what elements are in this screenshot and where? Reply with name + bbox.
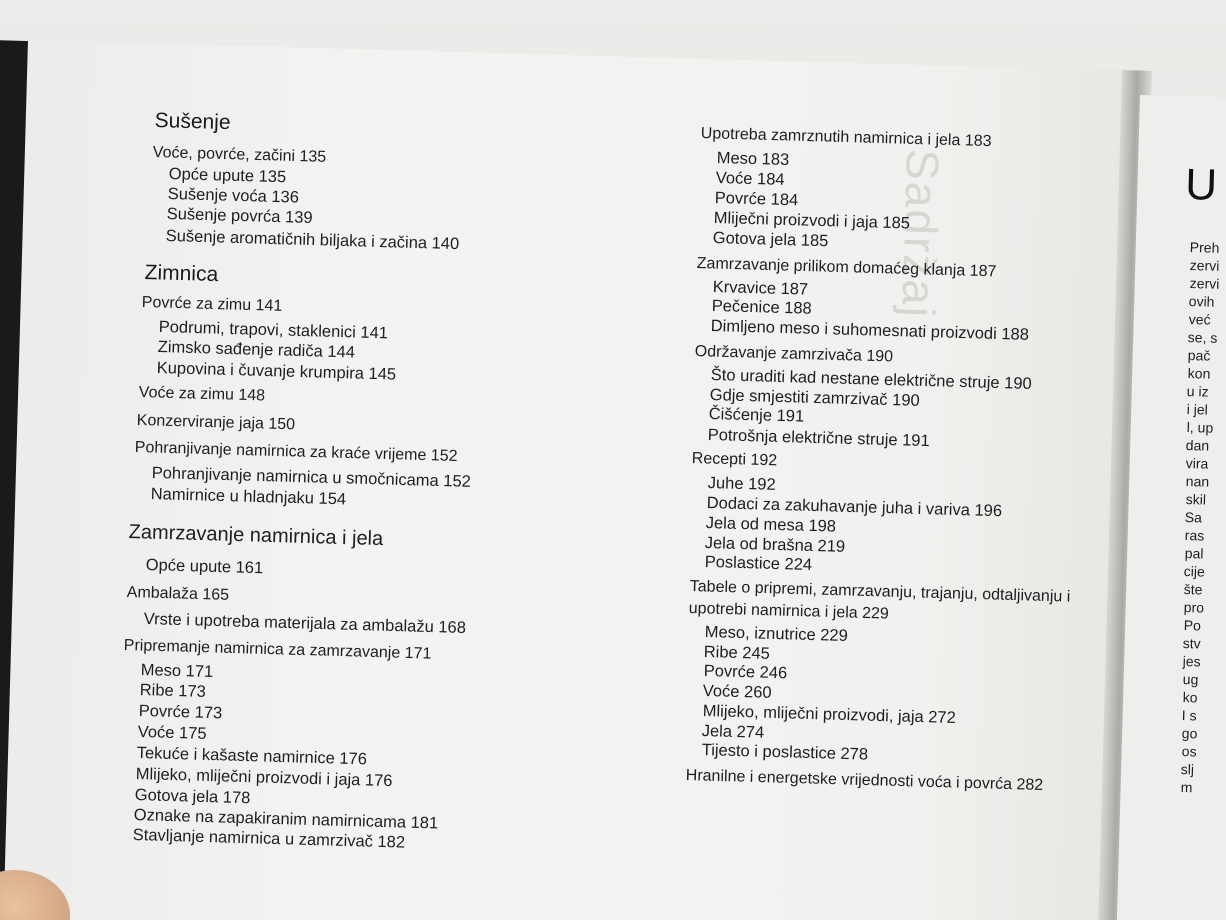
toc-subentry: Krvavice 187 bbox=[712, 278, 809, 299]
toc-subentry: Meso 171 bbox=[140, 661, 214, 682]
fragment: Sa bbox=[1184, 509, 1203, 526]
fragment: ug bbox=[1182, 671, 1199, 688]
toc-subentry: Namirnice u hladnjaku 154 bbox=[150, 485, 347, 509]
toc-subentry: Gotova jela 178 bbox=[134, 786, 251, 808]
toc-subentry: Pečenice 188 bbox=[711, 297, 812, 318]
toc-entry: Konzerviranje jaja 150 bbox=[136, 412, 296, 434]
fragment: stv bbox=[1182, 635, 1201, 652]
section-heading: Zimnica bbox=[144, 261, 219, 287]
fragment: već bbox=[1188, 311, 1211, 328]
fragment: I s bbox=[1181, 707, 1197, 724]
toc-subentry: Zimsko sađenje radiča 144 bbox=[157, 338, 356, 362]
toc-subentry: Mliječni proizvodi i jaja 185 bbox=[713, 209, 911, 233]
toc-entry: Povrće za zimu 141 bbox=[141, 294, 283, 315]
fragment: go bbox=[1181, 725, 1198, 742]
toc-subentry: Oznake na zapakiranim namirnicama 181 bbox=[133, 806, 439, 833]
toc-entry: Održavanje zamrzivača 190 bbox=[694, 343, 894, 366]
fragment: Po bbox=[1183, 617, 1202, 634]
toc-subentry: Jela 274 bbox=[701, 722, 765, 742]
fragment: dan bbox=[1185, 437, 1210, 454]
toc-subentry: Povrće 173 bbox=[138, 702, 223, 723]
fragment: se, s bbox=[1187, 329, 1218, 346]
toc-subentry: Kupovina i čuvanje krumpira 145 bbox=[156, 359, 397, 384]
fragment: pro bbox=[1183, 599, 1205, 616]
toc-entry: Upotreba zamrznutih namirnica i jela 183 bbox=[700, 125, 992, 151]
toc-subentry: Što uraditi kad nestane električne struje 190 bbox=[710, 366, 1032, 393]
toc-entry: Pohranjivanje namirnica za kraće vrijeme 152 bbox=[134, 439, 458, 466]
fragment: m bbox=[1180, 779, 1193, 796]
toc-subentry: Dimljeno meso i suhomesnati proizvodi 188 bbox=[710, 317, 1030, 344]
fragment: i jel bbox=[1186, 401, 1209, 418]
toc-subentry: Povrće 184 bbox=[714, 189, 799, 210]
toc-subentry: Jela od mesa 198 bbox=[705, 514, 837, 536]
toc-entry: Zamrzavanje prilikom domaćeg klanja 187 bbox=[696, 255, 997, 281]
fragment: zervi bbox=[1189, 275, 1220, 292]
toc-subentry: Ribe 173 bbox=[139, 681, 207, 701]
toc-subentry: Meso 183 bbox=[716, 149, 790, 170]
toc-subentry: Vrste i upotreba materijala za ambalažu 168 bbox=[143, 610, 467, 637]
toc-entry: Voće, povrće, začini 135 bbox=[152, 144, 327, 166]
toc-subentry: Tijesto i poslastice 278 bbox=[701, 741, 869, 764]
right-page-big-letter: U bbox=[1184, 160, 1218, 210]
toc-subentry: Sušenje aromatičnih biljaka i začina 140 bbox=[165, 227, 460, 254]
toc-subentry: Juhe 192 bbox=[707, 474, 776, 494]
toc-entry: Ambalaža 165 bbox=[126, 584, 230, 604]
fragment: nan bbox=[1185, 473, 1210, 490]
fragment: vira bbox=[1185, 455, 1209, 472]
fragment: cije bbox=[1183, 563, 1206, 580]
toc-subentry: Gotova jela 185 bbox=[712, 229, 829, 251]
toc-entry: Tabele o pripremi, zamrzavanju, trajanju, odtaljivanju i bbox=[689, 578, 1071, 606]
toc-subentry: Poslastice 224 bbox=[704, 553, 813, 574]
toc-subentry: Gdje smjestiti zamrzivač 190 bbox=[709, 386, 920, 410]
fragment: šte bbox=[1183, 581, 1203, 598]
toc-subentry: Povrće 246 bbox=[703, 662, 788, 683]
fragment: pal bbox=[1184, 545, 1204, 562]
toc-subentry: Stavljanje namirnica u zamrzivač 182 bbox=[132, 826, 406, 852]
toc-subentry: Sušenje voća 136 bbox=[167, 185, 300, 207]
fragment: kon bbox=[1187, 365, 1211, 382]
toc-entry: Pripremanje namirnica za zamrzavanje 171 bbox=[123, 637, 432, 663]
section-heading: Zamrzavanje namirnica i jela bbox=[128, 521, 384, 551]
toc-subentry: Pohranjivanje namirnica u smočnicama 152 bbox=[151, 464, 472, 491]
fragment: ko bbox=[1182, 689, 1198, 706]
toc-entry: Recepti 192 bbox=[691, 450, 778, 470]
toc-subentry: Jela od brašna 219 bbox=[704, 534, 846, 556]
toc-subentry: Čišćenje 191 bbox=[708, 405, 805, 426]
toc-subentry: Voće 260 bbox=[702, 682, 772, 702]
toc-subentry: Voće 175 bbox=[137, 723, 207, 743]
toc-subentry: Mlijeko, mliječni proizvodi, jaja 272 bbox=[702, 702, 957, 728]
fragment: skil bbox=[1185, 491, 1207, 508]
toc-entry: Hranilne i energetske vrijednosti voća i povrća 282 bbox=[685, 767, 1044, 794]
fragment: slj bbox=[1180, 761, 1195, 778]
toc-subentry: Tekuće i kašaste namirnice 176 bbox=[136, 744, 368, 769]
toc-subentry: Mlijeko, mliječni proizvodi i jaja 176 bbox=[135, 765, 393, 791]
toc-subentry: Dodaci za zakuhavanje juha i variva 196 bbox=[706, 494, 1003, 521]
toc-subentry: Podrumi, trapovi, staklenici 141 bbox=[158, 318, 389, 343]
fragment: ovih bbox=[1188, 293, 1215, 310]
fragment: u iz bbox=[1186, 383, 1209, 400]
toc-subentry: Opće upute 135 bbox=[168, 165, 287, 187]
toc-subentry: Meso, iznutrice 229 bbox=[704, 623, 849, 645]
fragment: l, up bbox=[1186, 419, 1214, 436]
toc-subentry: Voće 184 bbox=[715, 169, 785, 189]
fragment: pač bbox=[1187, 347, 1211, 364]
toc-subentry: Ribe 245 bbox=[703, 643, 771, 663]
toc-subentry: Opće upute 161 bbox=[145, 556, 264, 578]
fragment: jes bbox=[1182, 653, 1201, 670]
fragment: zervi bbox=[1189, 257, 1220, 274]
toc-subentry: Sušenje povrća 139 bbox=[166, 205, 313, 228]
section-heading: Sušenje bbox=[154, 109, 231, 135]
toc-entry: upotrebi namirnica i jela 229 bbox=[688, 600, 890, 623]
bleed-through-title: Sadržaj bbox=[892, 148, 950, 320]
fragment: Preh bbox=[1189, 239, 1220, 256]
toc-entry: Voće za zimu 148 bbox=[138, 384, 266, 405]
toc-subentry: Potrošnja električne struje 191 bbox=[707, 426, 930, 451]
fragment: os bbox=[1181, 743, 1197, 760]
fragment: ras bbox=[1184, 527, 1205, 544]
